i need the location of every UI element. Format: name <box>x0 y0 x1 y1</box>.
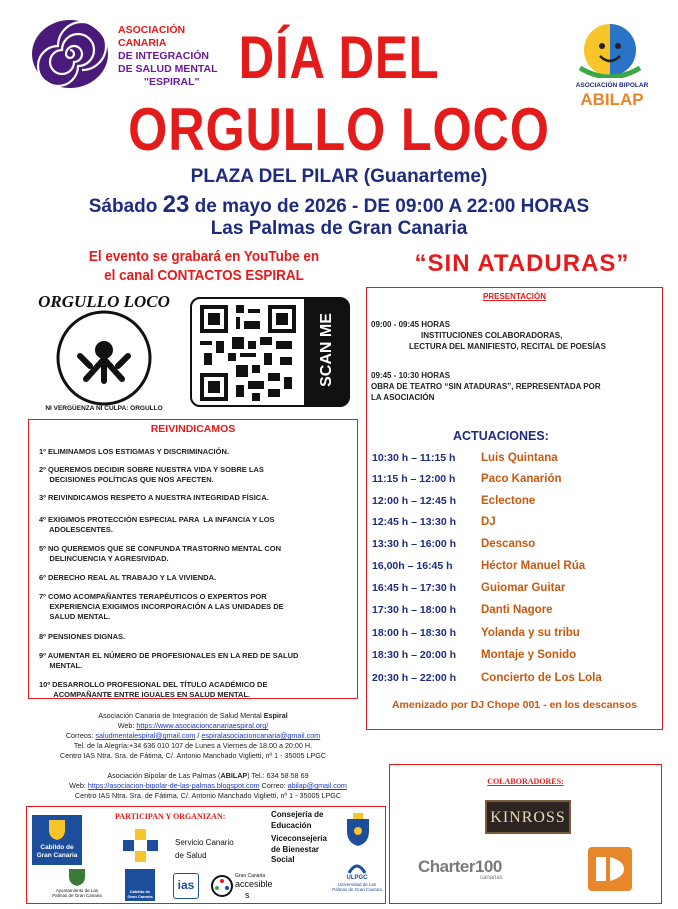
ulpgc-icon <box>347 861 367 875</box>
abilap-phone: ) Tel.: 634 58 58 69 <box>247 771 309 780</box>
row-act: Danti Nagore <box>481 604 553 616</box>
row-time: 12:45 h – 13:30 h <box>372 516 457 528</box>
date-day: 23 <box>162 191 190 218</box>
claim-item: 4º EXIGIMOS PROTECCIÓN ESPECIAL PARA LA INFANCIA Y LOS ADOLESCENTES. <box>39 515 275 534</box>
espiral-web-link[interactable]: https://www.asociacioncanariaespiral.org/ <box>136 721 269 730</box>
claim-item: 8º PENSIONES DIGNAS. <box>39 632 126 641</box>
cabildo-small-logo <box>125 869 155 901</box>
kinross-logo <box>485 800 571 834</box>
abilap-web-link[interactable]: https://asociacion-bipolar-de-las-palmas.blogspot.com <box>87 781 260 790</box>
contact-abilap <box>28 771 388 801</box>
espiral-phone: Tel. de la Alegría:+34 636 010 107 de Lunes a Viernes de 18.00 a 20:00 H. <box>73 741 313 750</box>
youtube-line1: El evento se grabará en YouTube en <box>88 248 320 265</box>
row-act: Héctor Manuel Rúa <box>481 560 586 572</box>
charter100-logo <box>418 857 528 883</box>
cabildo-logo <box>32 815 82 865</box>
charter-label: Charter100 <box>418 857 502 876</box>
venue: PLAZA DEL PILAR (Guanarteme) <box>190 166 488 187</box>
sponsors-heading: PARTICIPAN Y ORGANIZAN: <box>115 812 226 821</box>
youtube-line2: el canal CONTACTOS ESPIRAL <box>104 267 304 284</box>
collaborators-heading: COLABORADORES: <box>487 777 564 786</box>
block1-line1: INSTITUCIONES COLABORADORAS, <box>421 331 563 340</box>
qr-code[interactable] <box>190 297 350 407</box>
abilap-logo <box>562 22 662 108</box>
vice-line2: de Bienestar <box>271 844 320 854</box>
scs-line2: de Salud <box>175 851 207 860</box>
block2-line2: LA ASOCIACIÓN <box>371 393 435 402</box>
mail-label: Correos: <box>65 731 96 740</box>
sponsors-box <box>26 806 386 904</box>
accesible-line2: accesible <box>235 879 273 889</box>
claim-item: 1º ELIMINAMOS LOS ESTIGMAS Y DISCRIMINACIÓN. <box>39 447 229 456</box>
youtube-note <box>60 247 348 285</box>
org-left-line3: DE SALUD MENTAL <box>118 63 218 75</box>
scan-me-tab <box>304 299 350 405</box>
actuaciones-label: ACTUACIONES: <box>453 429 549 443</box>
claims-heading: REIVINDICAMOS <box>150 423 236 435</box>
date-rest: de mayo de 2026 - DE 09:00 A 22:00 HORAS <box>194 196 590 217</box>
block1-time: 09:00 - 09:45 HORAS <box>371 320 451 329</box>
cabildo-small-label: Cabildo de Gran Canaria <box>127 889 153 899</box>
org-right-line1: ASOCIACIÓN BIPOLAR <box>575 82 649 89</box>
row-time: 10:30 h – 11:15 h <box>372 452 456 464</box>
abilap-name-bold: ABILAP <box>220 771 248 780</box>
claim-item: 3º REIVINDICAMOS RESPETO A NUESTRA INTEGRIDAD FÍSICA. <box>39 493 269 502</box>
claim-item: 7º COMO ACOMPAÑANTES TERAPÉUTICOS O EXPERTOS POR EXPERIENCIA EXIGIMOS INCORPORACIÓN A LAS UNIDADES DE SALUD MENTAL. <box>39 592 284 621</box>
accesible-logo <box>211 871 289 901</box>
ias-logo <box>173 873 199 899</box>
row-act: Descanso <box>481 538 536 550</box>
claim-item: 9º AUMENTAR EL NÚMERO DE PROFESIONALES EN LA RED DE SALUD MENTAL. <box>39 651 299 670</box>
ulpgc-line2: Universidad de Las Palmas de Gran Canaria <box>332 882 382 892</box>
ulpgc-line1: ULPGC <box>346 875 368 881</box>
accesible-icon <box>211 875 233 897</box>
accesible-line1: Gran Canaria <box>235 873 266 879</box>
program-heading: PRESENTACIÓN <box>483 292 546 301</box>
espiral-mail-link-2[interactable]: espiralasociacioncanaria@gmail.com <box>201 731 321 740</box>
ulpgc-logo <box>332 861 382 903</box>
org-left-line1: ASOCIACIÓN CANARIA <box>118 24 186 49</box>
row-time: 18:00 h – 18:30 h <box>372 627 457 639</box>
row-time: 11:15 h – 12:00 h <box>372 473 456 485</box>
row-time: 18:30 h – 20:00 h <box>372 649 457 661</box>
date-prefix: Sábado <box>88 196 158 217</box>
org-left-line4: "ESPIRAL" <box>144 76 200 88</box>
program-footer: Amenizado por DJ Chope 001 - en los descansos <box>391 699 638 711</box>
claims-box <box>28 419 358 699</box>
claim-item: 2º QUEREMOS DECIDIR SOBRE NUESTRA VIDA Y SOBRE LAS DECISIONES POLÍTICAS QUE NOS AFECTEN. <box>39 465 264 484</box>
abilap-address: Centro IAS Ntra. Sra. de Fátima, C/. Antonio Manchado Viglietti, nº 1 - 35005 LPGC <box>74 791 342 800</box>
canarias-shield-icon <box>345 813 371 847</box>
row-act: DJ <box>481 516 496 528</box>
vice-line1: Viceconsejería <box>271 834 327 843</box>
claim-item: 6º DERECHO REAL AL TRABAJO Y LA VIVIENDA. <box>39 573 217 582</box>
web-label: Web: <box>117 721 137 730</box>
org-left-line2: DE INTEGRACIÓN <box>118 50 210 62</box>
consejeria-line2: Educación <box>271 820 312 830</box>
schedule-list <box>367 452 662 692</box>
row-time: 20:30 h – 22:00 h <box>372 672 457 684</box>
vice-line3: Social <box>271 855 295 864</box>
row-time: 16:45 h – 17:30 h <box>372 582 457 594</box>
scs-icon <box>123 829 159 863</box>
city: Las Palmas de Gran Canaria <box>210 218 468 239</box>
row-time: 12:00 h – 12:45 h <box>372 495 457 507</box>
row-time: 17:30 h – 18:00 h <box>372 604 457 616</box>
espiral-mail-link-1[interactable]: saludmentalespiral@gmail.com <box>95 731 196 740</box>
scs-logo <box>123 827 273 867</box>
web-label: Web: <box>69 781 88 790</box>
row-act: Eclectone <box>481 495 536 507</box>
row-time: 13:30 h – 16:00 h <box>372 538 457 550</box>
scan-label: SCAN ME <box>318 313 335 387</box>
row-act: Guiomar Guitar <box>481 582 566 594</box>
cabildo-label: Cabildo de Gran Canaria <box>36 844 78 859</box>
row-act: Concierto de Los Lola <box>481 672 602 684</box>
org-right-line2: ABILAP <box>580 90 644 109</box>
mail-sep: / <box>195 731 202 740</box>
ayto-label: Ayuntamiento de Las Palmas de Gran Canaria <box>52 888 102 898</box>
row-act: Yolanda y su tribu <box>481 627 580 639</box>
block2-time: 09:45 - 10:30 HORAS <box>371 371 451 380</box>
row-act: Luis Quintana <box>481 452 558 464</box>
ias-label: ias <box>173 873 199 899</box>
block2-line1: OBRA DE TEATRO “SIN ATADURAS”, REPRESENTADA POR <box>371 382 601 391</box>
row-act: Montaje y Sonido <box>481 649 577 661</box>
espiral-address: Centro IAS Ntra. Sra. de Fátima, C/. Antonio Manchado Viglietti, nº 1 - 35005 LPGC <box>59 751 327 760</box>
cabildo-shield-icon <box>48 819 66 841</box>
claim-item: 5º NO QUEREMOS QUE SE CONFUNDA TRASTORNO MENTAL CON DELINCUENCIA Y AGRESIVIDAD. <box>39 544 282 563</box>
qr-icon <box>200 305 296 401</box>
row-time: 16,00h – 16:45 h <box>372 560 453 572</box>
charter-sub: canarias <box>480 875 503 881</box>
espiral-name-bold: Espiral <box>263 711 288 720</box>
scs-line1: Servicio Canario <box>175 838 234 847</box>
ayto-logo-icon <box>67 867 87 887</box>
abilap-mail-link[interactable]: abilap@gmail.com <box>287 781 347 790</box>
orgullo-loco-badge <box>34 292 174 418</box>
badge-top: ORGULLO LOCO <box>38 292 170 311</box>
title-line2: ORGULLO LOCO <box>128 96 550 163</box>
show-title: “SIN ATADURAS” <box>414 250 630 277</box>
program-box <box>366 287 663 730</box>
title-line1: DÍA DEL <box>238 24 440 91</box>
block1-line2: LECTURA DEL MANIFIESTO, RECITAL DE POESÍAS <box>409 342 606 351</box>
event-date <box>0 191 678 219</box>
contact-espiral <box>28 711 358 761</box>
kinross-label: KINROSS <box>490 809 566 826</box>
espiral-name: Asociación Canaria de Integración de Salud Mental <box>98 711 264 720</box>
row-act: Paco Kanarión <box>481 473 562 485</box>
mail-label: Correo: <box>259 781 288 790</box>
orange-badge-icon <box>588 847 632 891</box>
consejeria-line1: Consejería de <box>271 810 324 819</box>
collaborators-box <box>389 764 662 904</box>
badge-bottom: NI VERGÜENZA NI CULPA: ORGULLO <box>45 405 163 412</box>
abilap-name: Asociación Bipolar de Las Palmas ( <box>107 771 221 780</box>
accesible-line3: s <box>245 890 250 900</box>
masks-icon <box>576 22 644 78</box>
claim-item: 10º DESARROLLO PROFESIONAL DEL TÍTULO ACADÉMICO DE ACOMPAÑANTE ENTRE IGUALES EN SALUD MENTAL. <box>39 680 268 699</box>
